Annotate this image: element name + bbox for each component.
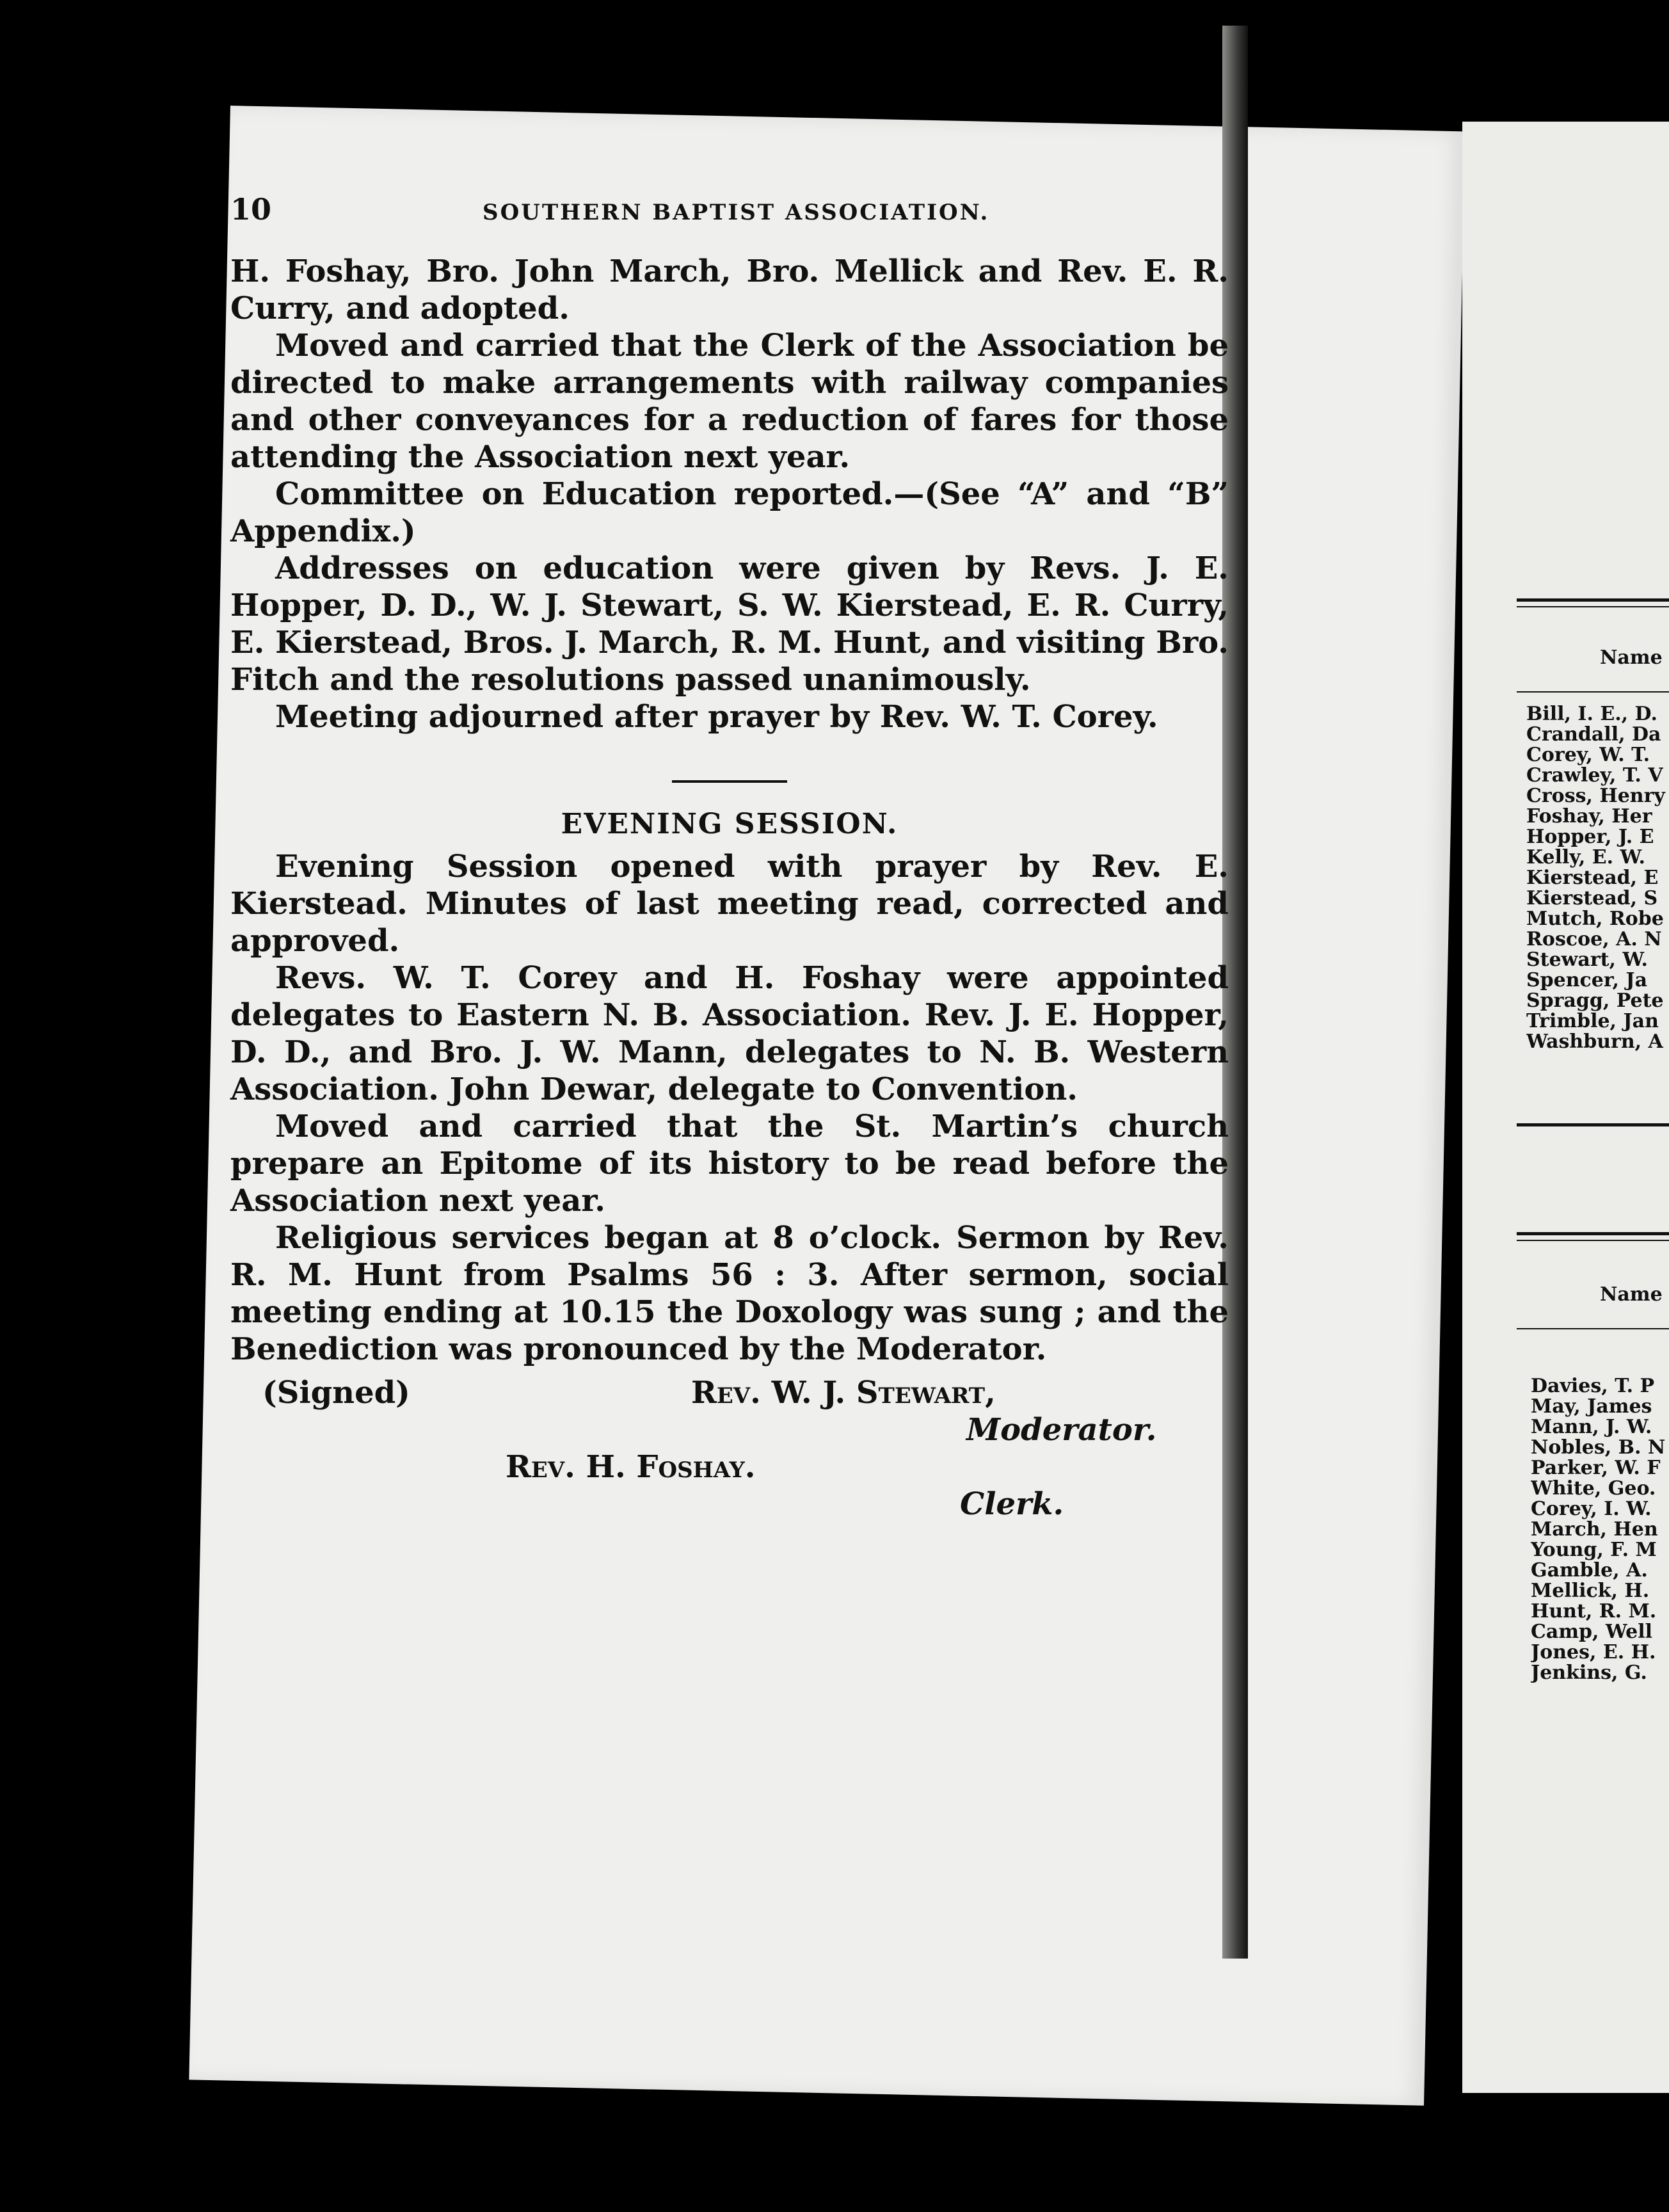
paragraph: Moved and carried that the St. Martin’s church prepare an Epitome of its history to be read before the Association next year.: [230, 1109, 1229, 1219]
name-entry: Camp, Well: [1531, 1621, 1653, 1643]
table-rule: [1517, 691, 1669, 693]
name-entry: Nobles, B. N: [1531, 1436, 1666, 1459]
moderator-title: Moderator.: [966, 1412, 1157, 1448]
section-divider: [672, 780, 787, 783]
page-number: 10: [230, 192, 272, 227]
signature-block: [230, 1374, 1229, 1585]
section-heading: EVENING SESSION.: [561, 808, 898, 840]
name-entry: White, Geo.: [1531, 1477, 1656, 1500]
paragraph: Evening Session opened with prayer by Rev. E. Kierstead. Minutes of last meeting read, corrected and approved.: [230, 849, 1229, 959]
table-rule: [1517, 1240, 1669, 1241]
paragraph: Religious services began at 8 o’clock. Sermon by Rev. R. M. Hunt from Psalms 56 : 3. After sermon, social meeting ending at 10.15 the Doxology was sung ; and the Benediction was pronounced by the Moderator.: [230, 1220, 1229, 1367]
name-entry: Mann, J. W.: [1531, 1416, 1652, 1438]
name-entry: Corey, W. T.: [1526, 744, 1650, 766]
name-entry: Kelly, E. W.: [1526, 846, 1645, 869]
table-rule: [1517, 606, 1669, 607]
column-heading: Name: [1600, 646, 1663, 669]
facing-page: [1462, 122, 1669, 2093]
names-list: [1526, 704, 1669, 1052]
name-entry: March, Hen: [1531, 1518, 1658, 1541]
name-entry: Parker, W. F: [1531, 1457, 1661, 1479]
name-entry: Davies, T. P: [1531, 1376, 1655, 1397]
name-entry: Bill, I. E., D.: [1526, 704, 1657, 725]
name-entry: Cross, Henry: [1526, 785, 1665, 807]
table-rule: [1517, 598, 1669, 602]
signed-label: (Signed): [262, 1375, 410, 1411]
page-body: [230, 253, 1229, 1585]
name-entry: Mutch, Robe: [1526, 908, 1664, 930]
name-entry: Washburn, A: [1526, 1030, 1663, 1052]
paragraph: Revs. W. T. Corey and H. Foshay were appointed delegates to Eastern N. B. Association. Rev. J. E. Hopper, D. D., and Bro. J. W. Mann, delegates to N. B. Western Association. John Dewar, delegate to Convention.: [230, 960, 1229, 1107]
name-entry: Hunt, R. M.: [1531, 1600, 1657, 1623]
name-entry: Jones, E. H.: [1531, 1641, 1656, 1663]
name-entry: Young, F. M: [1531, 1539, 1657, 1561]
name-entry: Kierstead, E: [1526, 867, 1659, 889]
name-entry: May, James: [1531, 1395, 1652, 1418]
page-header: [230, 192, 1229, 227]
name-entry: Gamble, A.: [1531, 1559, 1648, 1582]
name-entry: Spragg, Pete: [1526, 990, 1664, 1012]
table-rule: [1517, 1123, 1669, 1126]
name-entry: Mellick, H.: [1531, 1580, 1650, 1602]
table-rule: [1517, 1328, 1669, 1329]
table-rule: [1517, 1232, 1669, 1235]
name-entry: Crandall, Da: [1526, 723, 1661, 746]
name-entry: Roscoe, A. N: [1526, 928, 1662, 950]
name-entry: Spencer, Ja: [1526, 969, 1648, 991]
name-entry: Hopper, J. E: [1526, 826, 1654, 848]
column-heading: Name: [1600, 1283, 1663, 1306]
paragraph: Moved and carried that the Clerk of the Association be directed to make arrangements with railway companies and other conveyances for a reduction of fares for those attending the Association next year.: [230, 328, 1229, 475]
clerk-name: Rev. H. Foshay.: [506, 1449, 756, 1485]
moderator-name: Rev. W. J. Stewart,: [691, 1375, 996, 1411]
name-entry: Trimble, Jan: [1526, 1010, 1659, 1032]
name-entry: Jenkins, G.: [1531, 1662, 1647, 1683]
names-list: [1531, 1376, 1669, 1683]
name-entry: Corey, I. W.: [1531, 1498, 1652, 1520]
name-entry: Foshay, Her: [1526, 805, 1652, 828]
paragraph: H. Foshay, Bro. John March, Bro. Mellick and Rev. E. R. Curry, and adopted.: [230, 253, 1229, 326]
running-head: SOUTHERN BAPTIST ASSOCIATION.: [483, 200, 990, 225]
name-entry: Crawley, T. V: [1526, 764, 1663, 787]
clerk-title: Clerk.: [960, 1486, 1064, 1522]
paragraph: Committee on Education reported.—(See “A” and “B” Appendix.): [230, 476, 1229, 549]
name-entry: Kierstead, S: [1526, 887, 1658, 910]
paragraph: Meeting adjourned after prayer by Rev. W. T. Corey.: [275, 699, 1158, 735]
paragraph: Addresses on education were given by Revs. J. E. Hopper, D. D., W. J. Stewart, S. W. Kierstead, E. R. Curry, E. Kierstead, Bros. J. March, R. M. Hunt, and visiting Bro. Fitch and the resolutions passed unanimously.: [230, 550, 1229, 698]
name-entry: Stewart, W.: [1526, 949, 1648, 971]
